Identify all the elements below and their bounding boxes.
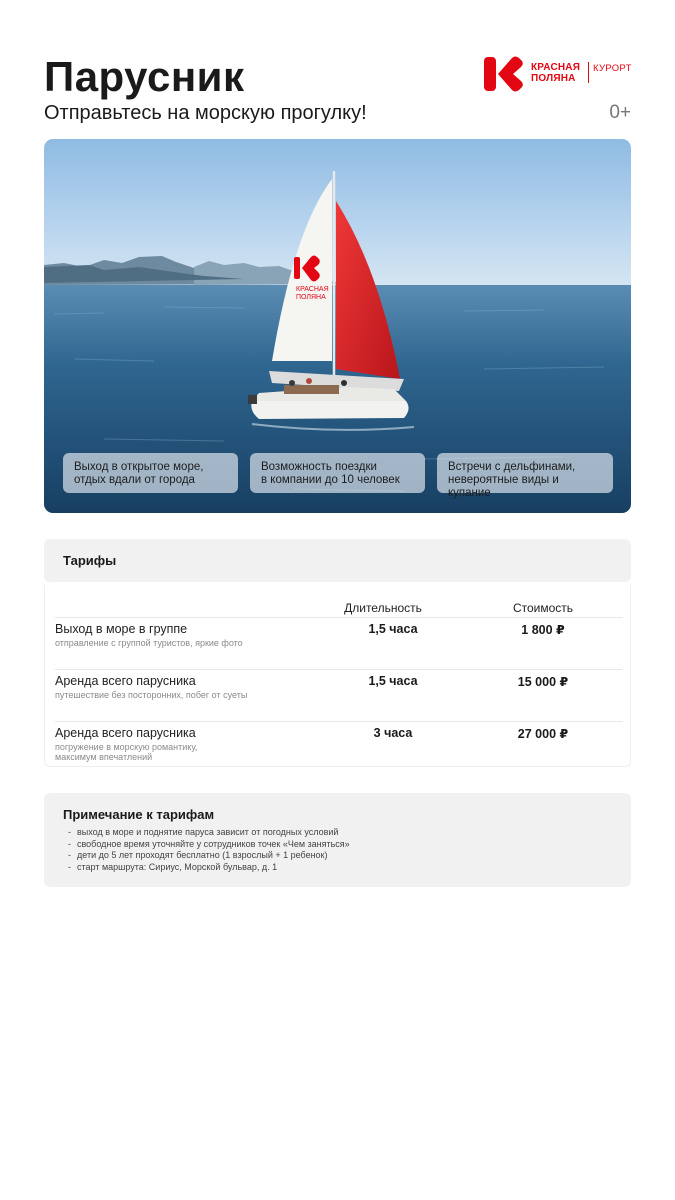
- table-row: [55, 669, 623, 722]
- notes-list: [68, 827, 350, 873]
- tariffs-table: [44, 585, 631, 767]
- tariff-duration: 3 часа: [373, 726, 413, 740]
- svg-text:КРАСНАЯ: КРАСНАЯ: [296, 286, 329, 293]
- list-item: - старт маршрута: Сириус, Морской бульвар, д. 1: [68, 862, 350, 874]
- svg-text:ПОЛЯНА: ПОЛЯНА: [296, 294, 326, 301]
- page-subtitle: Отправьтесь на морскую прогулку!: [44, 102, 367, 124]
- tariff-name: Аренда всего парусника: [55, 674, 196, 688]
- tariff-duration: 1,5 часа: [368, 622, 418, 636]
- feature-card: Возможность поездки в компании до 10 человек: [250, 453, 425, 493]
- logo-name: КРАСНАЯ ПОЛЯНА: [531, 62, 581, 84]
- feature-card: Выход в открытое море, отдых вдали от города: [63, 453, 238, 493]
- tariff-description: отправление с группой туристов, яркие фото: [55, 638, 243, 648]
- tariff-price: 15 000 ₽: [517, 675, 569, 689]
- krasnaya-polyana-logo: [484, 56, 634, 92]
- feature-card: Встречи с дельфинами, невероятные виды и купание: [437, 453, 613, 493]
- table-row: [55, 721, 623, 774]
- logo-suffix: КУРОРТ: [593, 63, 632, 74]
- hero-photo-sailboat: [44, 139, 631, 513]
- tariff-price: 1 800 ₽: [521, 623, 565, 637]
- column-header-price: Стоимость: [512, 601, 574, 615]
- table-row: [55, 617, 623, 670]
- tariff-duration: 1,5 часа: [368, 674, 418, 688]
- tariffs-title: Тарифы: [63, 553, 117, 568]
- tariff-description: путешествие без посторонних, побег от суеты: [55, 690, 248, 700]
- column-header-duration: Длительность: [344, 601, 422, 615]
- logo-separator: [588, 62, 589, 83]
- tariff-notes: [44, 793, 631, 887]
- tariff-name: Выход в море в группе: [55, 622, 188, 636]
- tariff-description: погружение в морскую романтику, максимум впечатлений: [55, 742, 198, 762]
- notes-title: Примечание к тарифам: [63, 807, 215, 822]
- list-item: - свободное время уточняйте у сотрудников точек «Чем заняться»: [68, 839, 350, 851]
- page-title: Парусник: [44, 53, 245, 100]
- list-item: - дети до 5 лет проходят бесплатно (1 взрослый + 1 ребенок): [68, 850, 350, 862]
- age-rating-badge: 0+: [609, 102, 631, 123]
- tariffs-header: [44, 539, 631, 582]
- list-item: - выход в море и поднятие паруса зависит от погодных условий: [68, 827, 350, 839]
- logo-k-icon: [484, 56, 524, 92]
- tariff-price: 27 000 ₽: [517, 727, 569, 741]
- tariff-name: Аренда всего парусника: [55, 726, 196, 740]
